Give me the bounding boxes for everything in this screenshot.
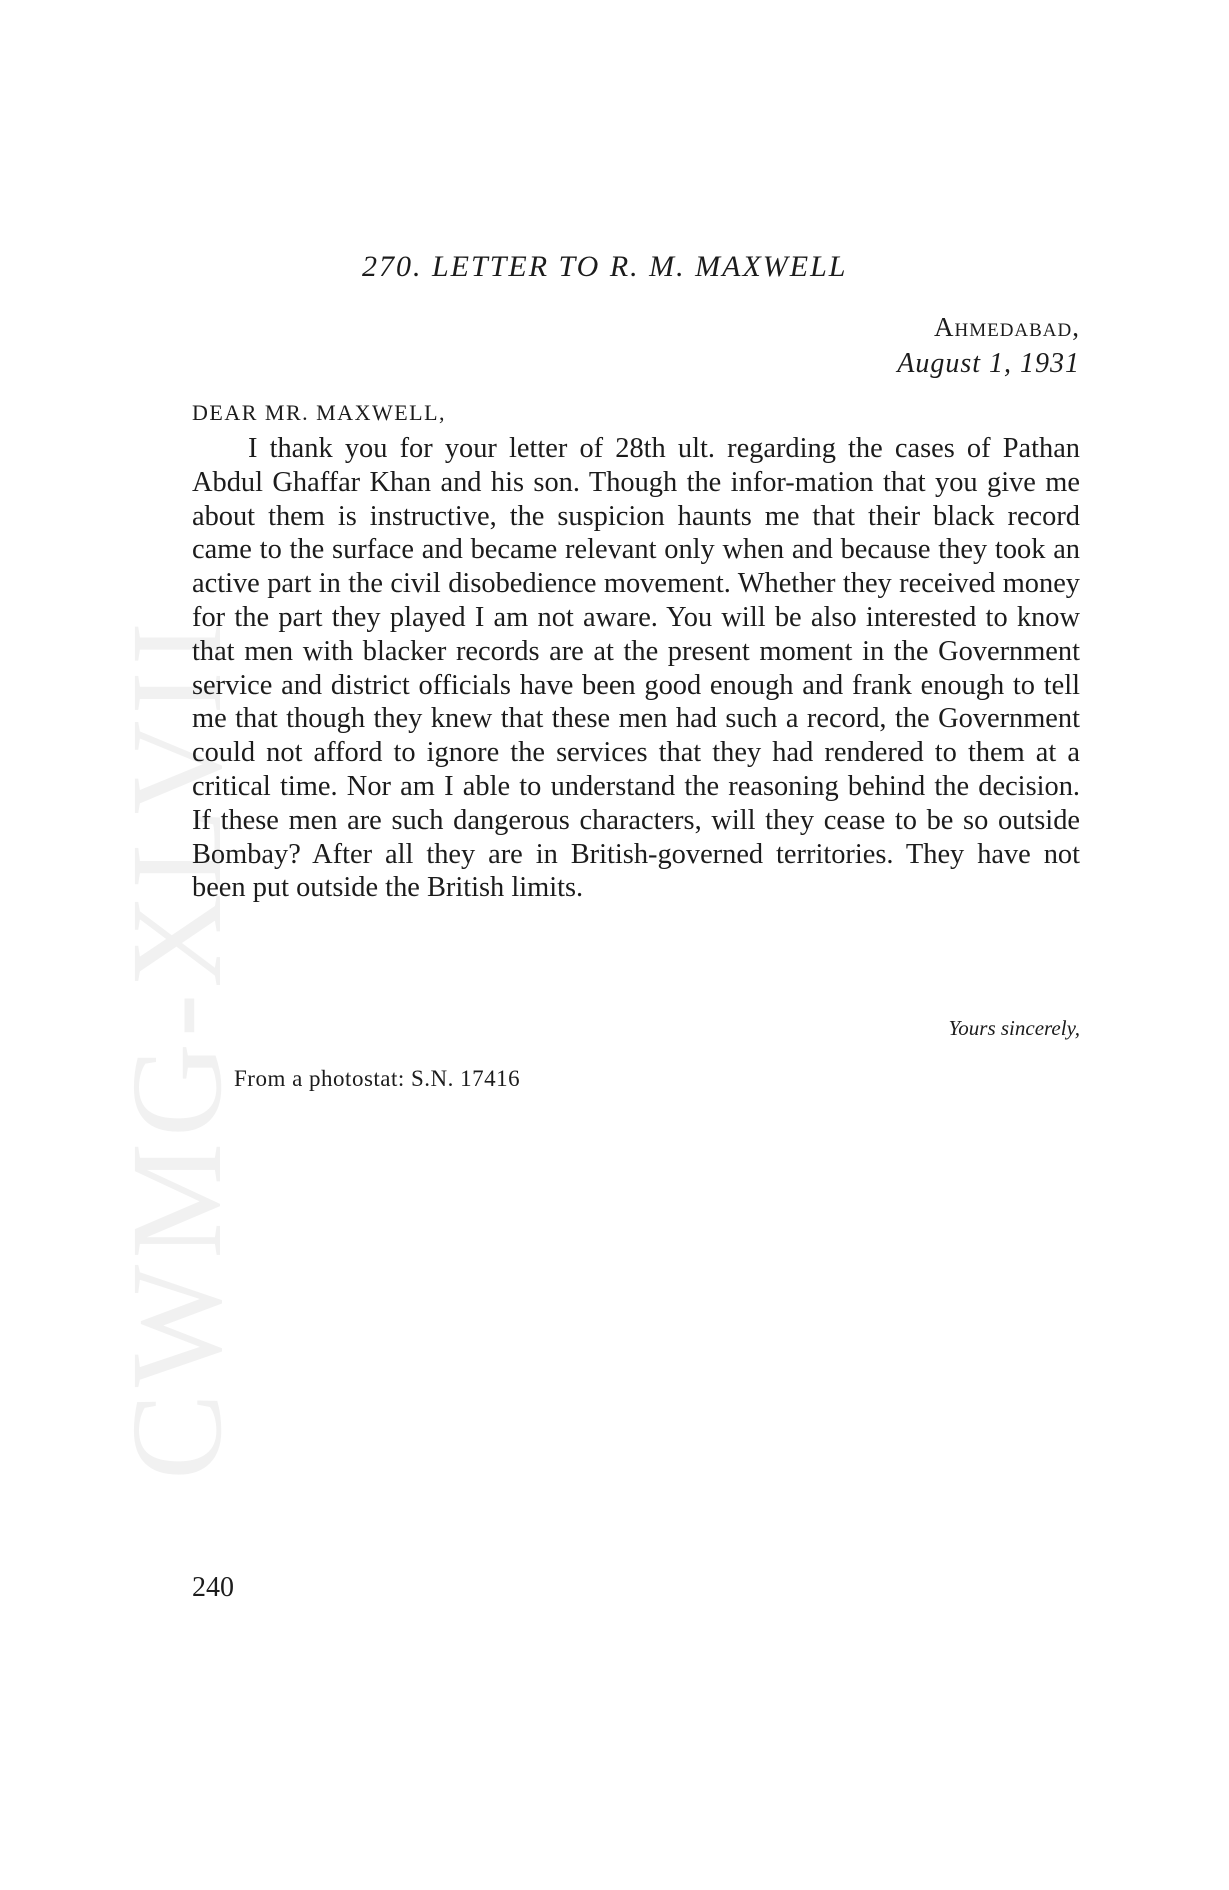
watermark-text: CWMG-XLVII — [105, 616, 249, 1480]
letter-closing: Yours sincerely, — [948, 1016, 1080, 1040]
letter-salutation: DEAR MR. MAXWELL, — [192, 400, 447, 425]
source-note: From a photostat: S.N. 17416 — [234, 1066, 521, 1091]
letter-title: 270. LETTER TO R. M. MAXWELL — [362, 250, 848, 283]
letter-date: August 1, 1931 — [897, 348, 1080, 379]
letter-body: I thank you for your letter of 28th ult. regarding the cases of Pathan Abdul Ghaffar Khan and his son. Though the infor-mation that you give me about them is instructive, the suspicion haunts me that their black record came to the surface and became relevant only when and because they took an active part in the civil disobedience movement. Whether they received money for the part they played I am not aware. You will be also interested to know that men with blacker records are at the present moment in the Government service and district officials have been good enough and frank enough to tell me that though they knew that these men had such a record, the Government could not afford to ignore the services that they had rendered to them at a critical time. Nor am I able to understand the reasoning behind the decision. If these men are such dangerous characters, will they cease to be so outside Bombay? After all they are in British-governed territories. They have not been put outside the British limits. — [192, 433, 1080, 904]
letter-place: Ahmedabad, — [933, 312, 1080, 342]
page-number: 240 — [192, 1572, 234, 1603]
